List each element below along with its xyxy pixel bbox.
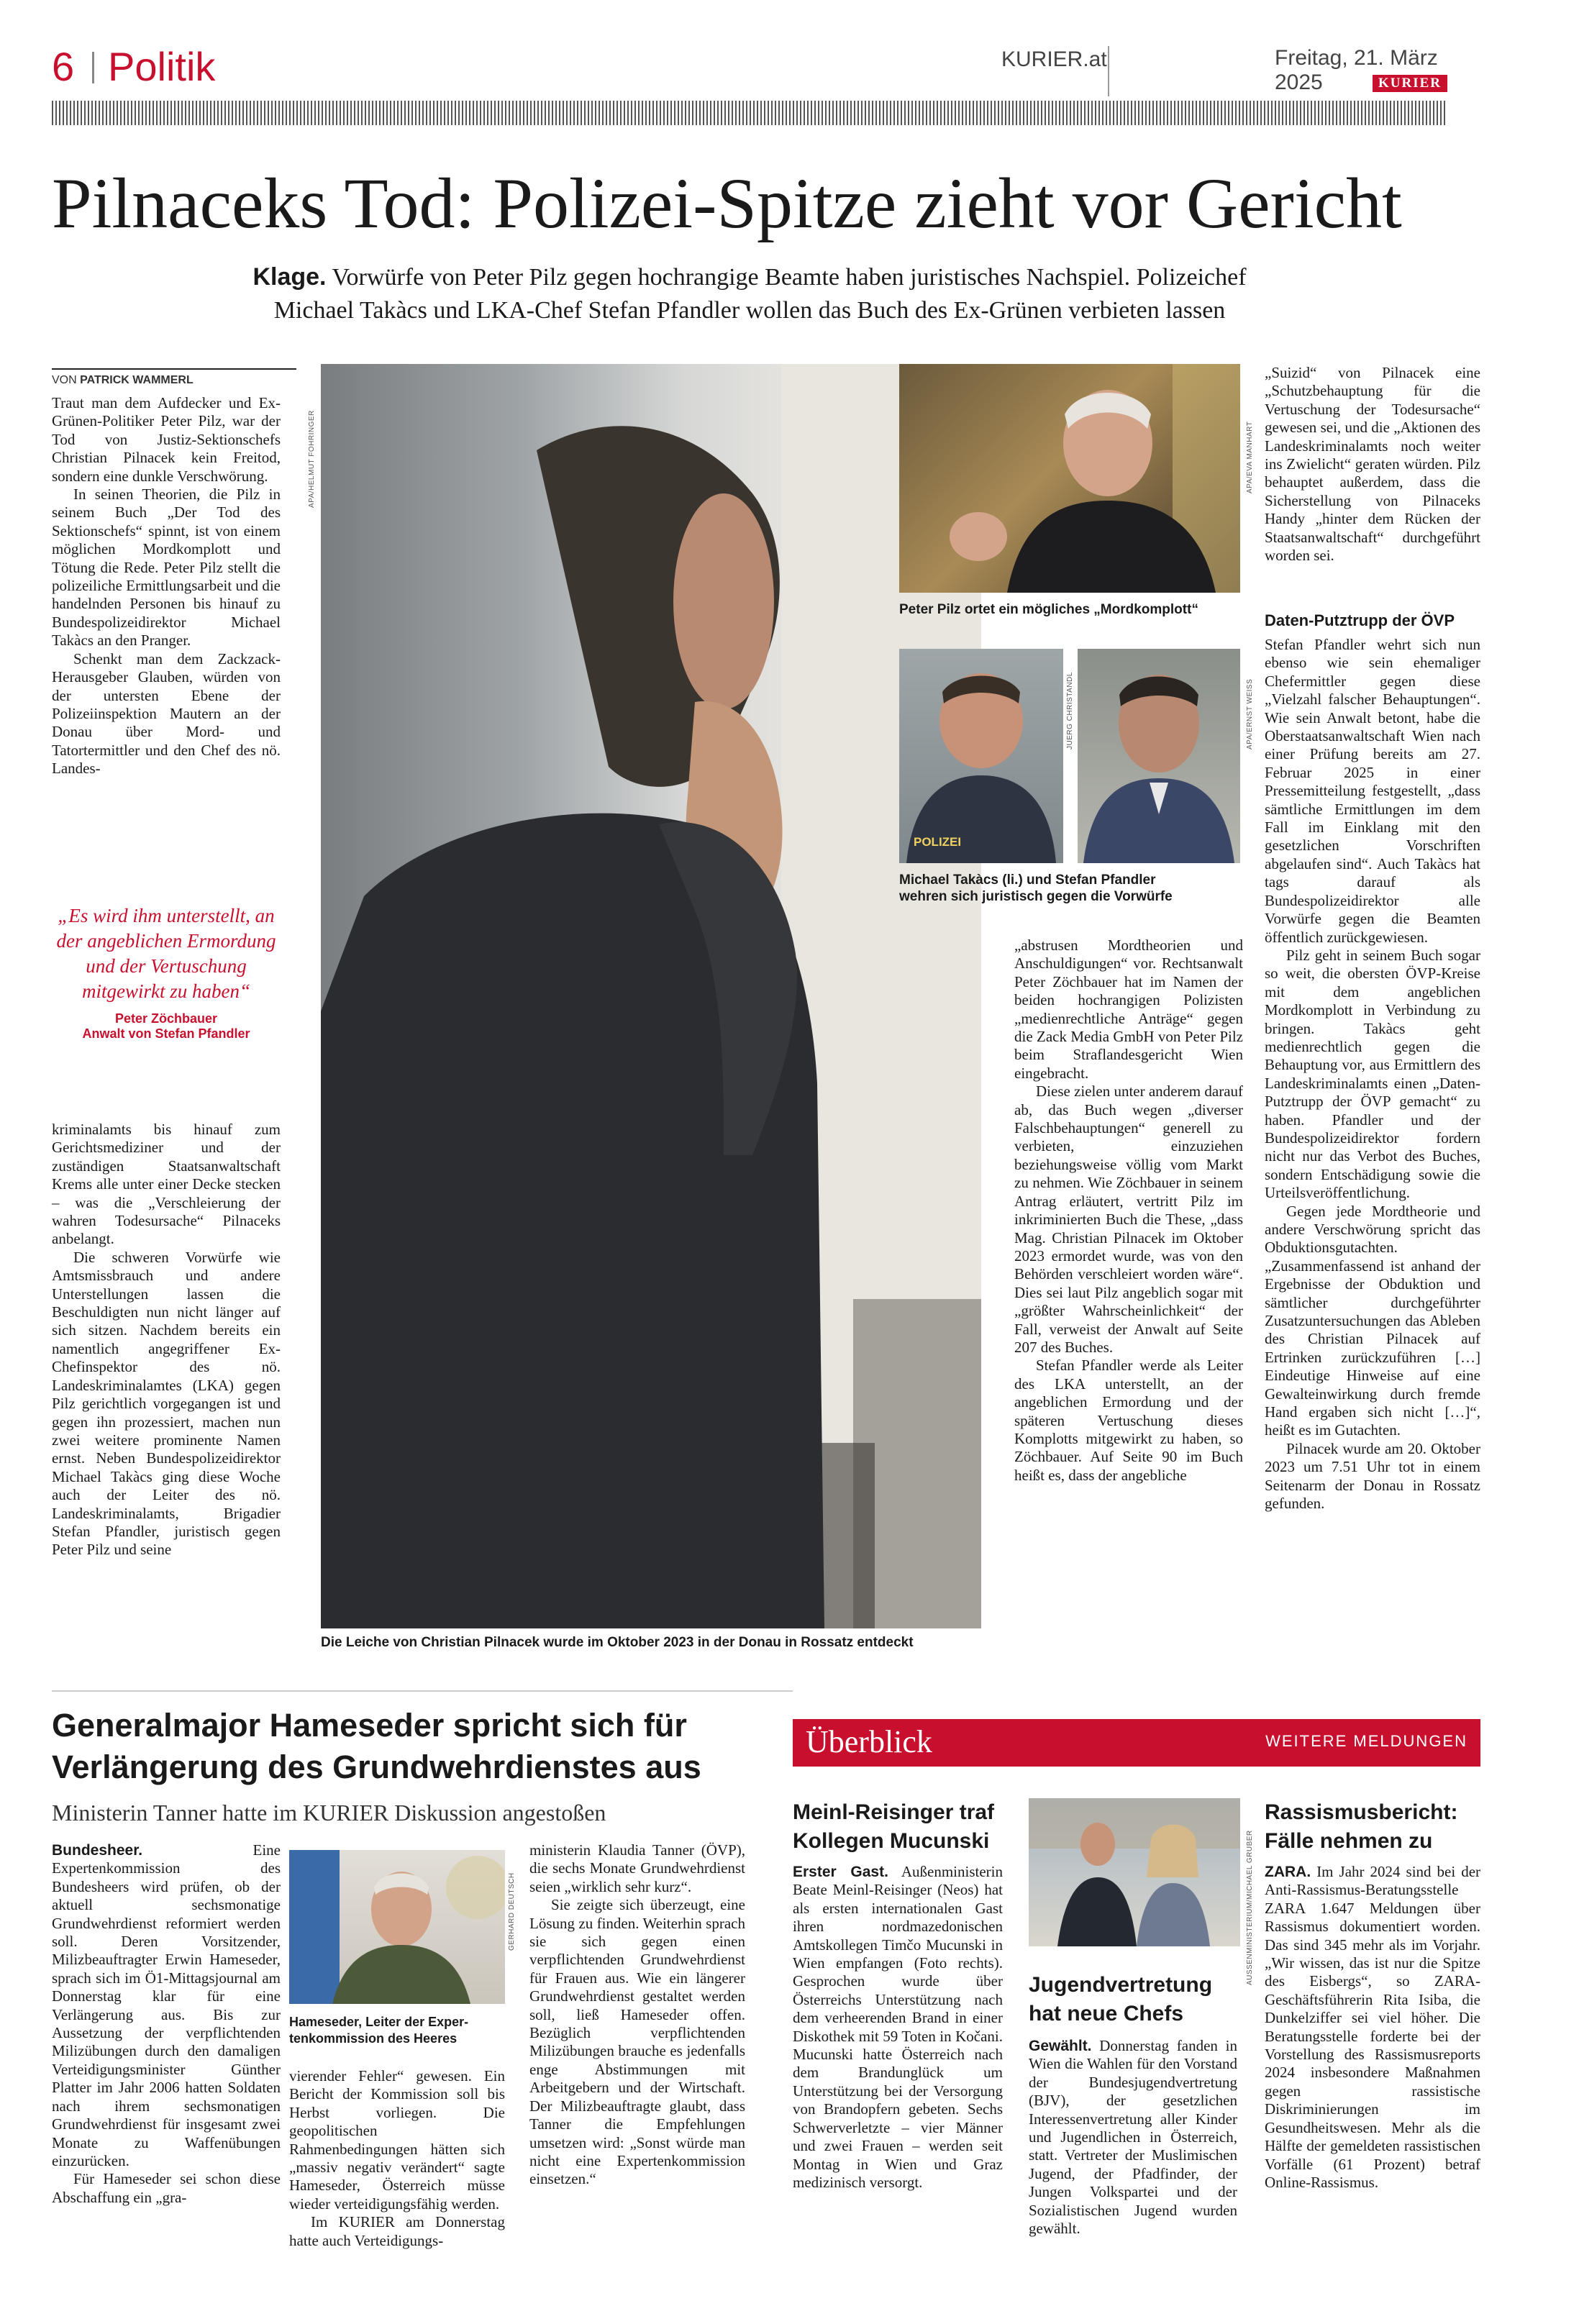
overview-item2-text xyxy=(1029,2037,1237,2238)
headline-line: Verlängerung des Grundwehrdienstes aus xyxy=(52,1749,701,1785)
second-column-2 xyxy=(289,2067,505,2250)
paragraph: Diese zielen unter anderem darauf ab, das Buch wegen „diverser Falschbehauptungen“ generell zu verbieten, einzuziehen beziehungsweise völlig vom Markt zu nehmen. Wie Zöchbauer in seinem Antrag erläutert, vertritt Pilz im inkriminierten Buch die These, „dass Mag. Christian Pilnacek im Oktober 2023 ermordet wurde, was von den Behörden verschleiert worden wäre“. Dies sei laut Pilz angeblich sogar mit „größter Wahrscheinlichkeit“ der Fall, verweist der Anwalt auf Seite 207 des Buches. xyxy=(1014,1083,1244,1356)
paragraph-text: Außenministerin Beate Meinl-Reisinger (Neos) hat als ersten internationalen Gast ihren nordmazedonischen Amtskollegen Timčo Mucunski in Wien empfangen (Foto rechts). Gesprochen wurde über Österreichs Unterstützung nach dem verheerenden Brand in einer Diskothek mit 59 Toten in Kočani. Mucunski hatte Österreich nach dem Brandunglück um Unterstützung bei der Versorgung von Brandopfern gebeten. Sechs Schwerverletzte – vier Männer und zwei Frauen – werden seit Montag in Wien und Graz medizinisch versorgt. xyxy=(793,1863,1003,2191)
byline-author: PATRICK WAMMERL xyxy=(80,374,194,386)
paragraph: Im KURIER am Donnerstag hatte auch Verteidigungs- xyxy=(289,2213,505,2249)
photo-hameseder xyxy=(289,1850,505,2004)
headline-line: Generalmajor Hameseder spricht sich für xyxy=(52,1707,687,1744)
kurier-logo: KURIER xyxy=(1373,75,1447,92)
paragraph: Stefan Pfandler wehrt sich nun ebenso wie sein ehemaliger Chefermittler gegen diese „Vielzahl falscher Behauptungen“. Wie sein Anwalt betont, habe die Oberstaatsanwaltschaft Wien nach einer Prüfung bereits am 27. Februar 2025 in einer Pressemitteilung festgestellt, „dass sämtliche Ermittlungen im dem Fall im Einklang mit den gesetzlichen Vorschriften abgelaufen sind“. Auch Takàcs hat tags darauf als Bundespolizeidirektor alle Vorwürfe gegen die Beamten öffentlich zurückgewiesen. xyxy=(1265,636,1480,946)
caption-line: tenkommission des Heeres xyxy=(289,2031,458,2046)
overview-item1-text xyxy=(793,1863,1003,2192)
paragraph: In seinen Theorien, die Pilz in seinem Buch „Der Tod des Sektionschefs“ spinnt, ist von einem möglichen Mordkomplott und Tötung die Rede. Peter Pilz stellt die polizeiliche Ermittlungsarbeit und die handelnden Personen bis hinauf zu Bundespolizeidirektor Michael Takàcs an den Pranger. xyxy=(52,486,281,650)
photo-credit: AUSSENMINISTERIUM/MICHAEL GRUBER xyxy=(1246,1830,1254,1985)
article-column-4 xyxy=(1265,364,1480,565)
headline-line: Jugendvertretung xyxy=(1029,1973,1213,1997)
headline-line: Rassismusbericht: xyxy=(1265,1800,1458,1824)
paragraph: Stefan Pfandler werde als Leiter des LKA unterstellt, an der angeblichen Ermordung und der späteren Vertuschung dieses Komplotts mitgewirkt zu haben, so Zöchbauer. Auf Seite 90 im Buch heißt es, dass der angebliche xyxy=(1014,1357,1243,1484)
paragraph xyxy=(52,1841,281,2170)
paragraph: Schenkt man dem Zackzack-Herausgeber Glauben, würden von der untersten Ebene der Polizeiinspektion Mautern an der Donau über Mord- und Tatortermittler und den Chef des nö. Landes- xyxy=(52,650,281,778)
quote-text: „Es wird ihm unterstellt, an der angeblichen Ermordung und der Vertuschung mitgewirkt zu haben“ xyxy=(56,905,276,1002)
photo-credit: APA/EVA MANHART xyxy=(1246,421,1254,493)
paragraph-text: Eine Expertenkommission des Bundesheers wird prüfen, ob der aktuell sechsmonatige Grundwehrdienst reformiert werden soll. Deren Vorsitzender, Milizbeauftragter Erwin Hameseder, sprach sich im Ö1-Mittagsjournal am Donnerstag klar für eine Verlängerung aus. Bis zur Aussetzung der verpflichtenden Milizübungen durch den damaligen Verteidigungsminister Günther Platter im Jahr 2006 hatten Soldaten nach ihrem sechsmonatigen Grundwehrdienst für insgesamt zwei Monate zu Waffenübungen einzurücken. xyxy=(52,1841,281,2169)
paragraph: Sie zeigte sich überzeugt, eine Lösung zu finden. Weiterhin sprach sie sich gegen einen verpflichtenden Grundwehrdienst für Frauen aus. Wie ein längerer Grundwehrdienst gestaltet werden soll, ließ Hameseder offen. Bezüglich verpflichtenden Milizübungen brauche es jedenfalls enge Abstimmungen mit Arbeitgebern und der Wirtschaft. Der Milizbeauftragte glaubt, dass Tanner die Empfehlungen umsetzen wird: „Sonst würde man nicht eine Expertenkommission einsetzen.“ xyxy=(529,1896,745,2188)
paragraph xyxy=(793,1863,1003,2192)
second-headline xyxy=(52,1705,793,1788)
article-column-1b xyxy=(52,1121,281,1559)
person-image xyxy=(899,364,1240,593)
paragraph: vierender Fehler“ gewesen. Ein Bericht der Kommission soll bis Herbst vorliegen. Die geopolitischen Rahmenbedingungen hätten sich „massiv negativ verändert“ sagte Hameseder, Österreich müsse wieder verteidigungsfähig werden. xyxy=(289,2067,505,2213)
item2-kicker: Gewählt. xyxy=(1029,2038,1092,2054)
people-image xyxy=(1029,1798,1240,1946)
paragraph: Für Hameseder sei schon diese Abschaffung ein „gra- xyxy=(52,2170,281,2206)
article-column-3 xyxy=(1014,937,1243,1485)
photo-pilz-caption: Peter Pilz ortet ein mögliches „Mordkomplott“ xyxy=(899,602,1198,617)
photo-credit: JUERG CHRISTANDL xyxy=(1066,672,1074,749)
second-column-1 xyxy=(52,1841,281,2207)
second-kicker: Bundesheer. xyxy=(52,1842,143,1859)
headline-line: Kollegen Mucunski xyxy=(793,1829,990,1853)
paragraph: Traut man dem Aufdecker und Ex-Grünen-Politiker Peter Pilz, war der Tod von Justiz-Sektionschefs Christian Pilnacek kein Freitod, sondern eine dunkle Verschwörung. xyxy=(52,394,281,485)
photo-credit: APA/HELMUT FOHRINGER xyxy=(308,410,316,508)
caption-line: Michael Takàcs (li.) und Stefan Pfandler xyxy=(899,872,1156,888)
article-column-1 xyxy=(52,394,281,778)
quote-author: Peter Zöchbauer xyxy=(114,1011,218,1026)
paragraph: „abstrusen Mordtheorien und Anschuldigungen“ vor. Rechtsanwalt Peter Zöchbauer hat im Namen der beiden hochrangigen Polizisten „medienrechtliche Anträge“ gegen die Zack Media GmbH von Peter Pilz beim Straflandesgericht Wien eingebracht. xyxy=(1014,937,1243,1082)
headline-line: Fälle nehmen zu xyxy=(1265,1829,1433,1853)
quote-role: Anwalt von Stefan Pfandler xyxy=(82,1026,250,1041)
second-deck: Ministerin Tanner hatte im KURIER Diskussion angestoßen xyxy=(52,1800,606,1826)
photo-duo-caption xyxy=(899,872,1240,905)
person-image xyxy=(1078,649,1240,863)
overview-item2-headline xyxy=(1029,1971,1244,2028)
paragraph: Pilz geht in seinem Buch sogar so weit, die obersten ÖVP-Kreise mit dem angeblichen Mordkomplott in Verbindung zu bringen. Takàcs geht medienrechtlich gegen die Behauptung vor, aus Ermittlern des Landeskriminalamts einen „Daten-Putztrupp der ÖVP gemacht“ zu haben. Pfandler und der Bundespolizeidirektor fordern nicht nur das Verbot des Buches, sondern Entschädigung sowie die Urteilsveröffentlichung. xyxy=(1265,946,1480,1202)
main-deck xyxy=(52,260,1447,327)
article-column-4b xyxy=(1265,636,1480,1513)
section-divider xyxy=(92,52,94,83)
overview-more-label: WEITERE MELDUNGEN xyxy=(1265,1732,1467,1750)
section-name: Politik xyxy=(108,44,216,89)
police-label: POLIZEI xyxy=(914,835,962,849)
paragraph: kriminalamts bis hinauf zum Gerichtsmediziner und der zuständigen Staatsanwaltschaft Krems alle unter einer Decke stecken – was die „Verschleierung der wahren Todesursache“ Pilnaceks anbelangt. xyxy=(52,1121,281,1248)
date-label: Freitag, 21. März 2025 xyxy=(1275,46,1438,94)
headline-line: Meinl-Reisinger traf xyxy=(793,1800,995,1824)
second-column-3 xyxy=(529,1841,745,2189)
column-subhead: Daten-Putztrupp der ÖVP xyxy=(1265,611,1455,629)
main-photo-caption: Die Leiche von Christian Pilnacek wurde im Oktober 2023 in der Donau in Rossatz entdeckt xyxy=(321,1635,914,1650)
main-photo-pilnacek xyxy=(321,364,981,1628)
header-rule xyxy=(52,101,1447,125)
headline-line: hat neue Chefs xyxy=(1029,2002,1184,2025)
photo-michael-takacs xyxy=(899,649,1063,863)
photo-credit: APA/ERNST WEISS xyxy=(1246,678,1254,749)
item1-kicker: Erster Gast. xyxy=(793,1864,888,1880)
byline xyxy=(52,368,296,387)
main-kicker: Klage. xyxy=(252,263,327,291)
overview-banner xyxy=(793,1719,1480,1767)
page-number: 6 xyxy=(52,44,75,89)
header-divider xyxy=(1108,46,1109,96)
paragraph: Pilnacek wurde am 20. Oktober 2023 um 7.51 Uhr tot in einem Seitenarm der Donau in Rossatz gefunden. xyxy=(1265,1439,1480,1513)
paragraph xyxy=(1265,1863,1480,2192)
photo-hameseder-caption xyxy=(289,2014,512,2047)
paragraph: Gegen jede Mordtheorie und andere Verschwörung spricht das Obduktionsgutachten. „Zusammenfassend ist anhand der Ergebnisse der Obduktion und sämtlicher durchgeführter Zusatzuntersuchungen das Ableben des Christian Pilnacek auf Ertrinken zurückzuführen […] Eindeutige Hinweise auf eine Gewalteinwirkung durch fremde Hand ergaben sich nicht […]“, heißt es im Gutachten. xyxy=(1265,1202,1480,1439)
section-rule xyxy=(52,1690,793,1692)
paragraph: ministerin Klaudia Tanner (ÖVP), die sechs Monate Grundwehrdienst seien „wirklich sehr kurz“. xyxy=(529,1841,745,1895)
paragraph: „Suizid“ von Pilnacek eine „Schutzbehauptung für die Vertuschung der Todesursache“ gewesen sei, und die „Aktionen des Landeskriminalamts noch weiter ins Zwielicht“ geraten würden. Pilz behauptet außerdem, dass die Sicherstellung von Pilnaceks Handy „hinter dem Rücken der Staatsanwaltschaft“ durchgeführt worden sei. xyxy=(1265,364,1480,565)
photo-peter-pilz xyxy=(899,364,1240,593)
deck-line-1: Vorwürfe von Peter Pilz gegen hochrangige Beamte haben juristisches Nachspiel. Polizeichef xyxy=(332,264,1247,291)
photo-credit: GERHARD DEUTSCH xyxy=(508,1872,516,1951)
photo-stefan-pfandler xyxy=(1078,649,1240,863)
main-headline: Pilnaceks Tod: Polizei-Spitze zieht vor Gericht xyxy=(52,163,1402,243)
website-label: KURIER.at xyxy=(1001,47,1107,71)
person-image xyxy=(899,649,1063,863)
caption-line: Hameseder, Leiter der Exper- xyxy=(289,2015,469,2029)
paragraph xyxy=(1029,2037,1237,2238)
paragraph-text: Donnerstag fanden in Wien die Wahlen für den Vorstand der Bundesjugendvertretung (BJV), der gesetzlichen Interessenvertretung aller Kinder und Jugendlichen in Österreich, statt. Vertreter der Muslimischen Jugend, der Pfadfinder, der Jungen Volkspartei und der Sozialistischen Jugend wurden gewählt. xyxy=(1029,2037,1238,2238)
man-silhouette-image xyxy=(321,364,981,1628)
paragraph-text: Im Jahr 2024 sind bei der Anti-Rassismus-Beratungsstelle ZARA 1.647 Meldungen über Rassismus dokumentiert worden. Das sind 345 mehr als im Vorjahr. „Wir wissen, das ist nur die Spitze des Eisbergs“, so ZARA-Geschäftsführerin Rita Isiba, die Dunkelziffer sei viel höher. Die Beratungsstelle forderte bei der Vorstellung des Rassismusreports 2024 insbesondere Maßnahmen gegen rassistische Diskriminierungen im Gesundheitswesen. Mehr als die Hälfte der gemeldeten rassistischen Vorfälle (61 Prozent) betraf Online-Rassismus. xyxy=(1265,1863,1481,2191)
pull-quote xyxy=(52,903,281,1042)
byline-prefix: VON xyxy=(52,374,77,386)
paragraph: Die schweren Vorwürfe wie Amtsmissbrauch und andere Unterstellungen lassen die Beschuldigten nun nicht länger auf sich sitzen. Nachdem bereits ein namentlich angegriffener Ex-Chefinspektor des nö. Landeskriminalamtes (LKA) gegen Pilz gerichtlich vorgegangen ist und gegen ihn prozessiert, machen nun zwei weitere prominente Namen ernst. Neben Bundespolizeidirektor Michael Takàcs ging diese Woche auch der Leiter des nö. Landeskriminalamts, Brigadier Stefan Pfandler, juristisch gegen Peter Pilz und seine xyxy=(52,1248,281,1559)
person-image xyxy=(289,1850,505,2004)
page-header xyxy=(52,37,1447,95)
overview-title: Überblick xyxy=(806,1724,932,1759)
item3-kicker: ZARA. xyxy=(1265,1864,1311,1880)
overview-item1-headline xyxy=(793,1798,1016,1856)
deck-line-2: Michael Takàcs und LKA-Chef Stefan Pfandler wollen das Buch des Ex-Grünen verbieten lassen xyxy=(273,297,1226,324)
caption-line: wehren sich juristisch gegen die Vorwürfe xyxy=(899,889,1173,904)
overview-item3-text xyxy=(1265,1863,1480,2192)
overview-item3-headline xyxy=(1265,1798,1480,1856)
photo-meinl-reisinger-mucunski xyxy=(1029,1798,1240,1946)
